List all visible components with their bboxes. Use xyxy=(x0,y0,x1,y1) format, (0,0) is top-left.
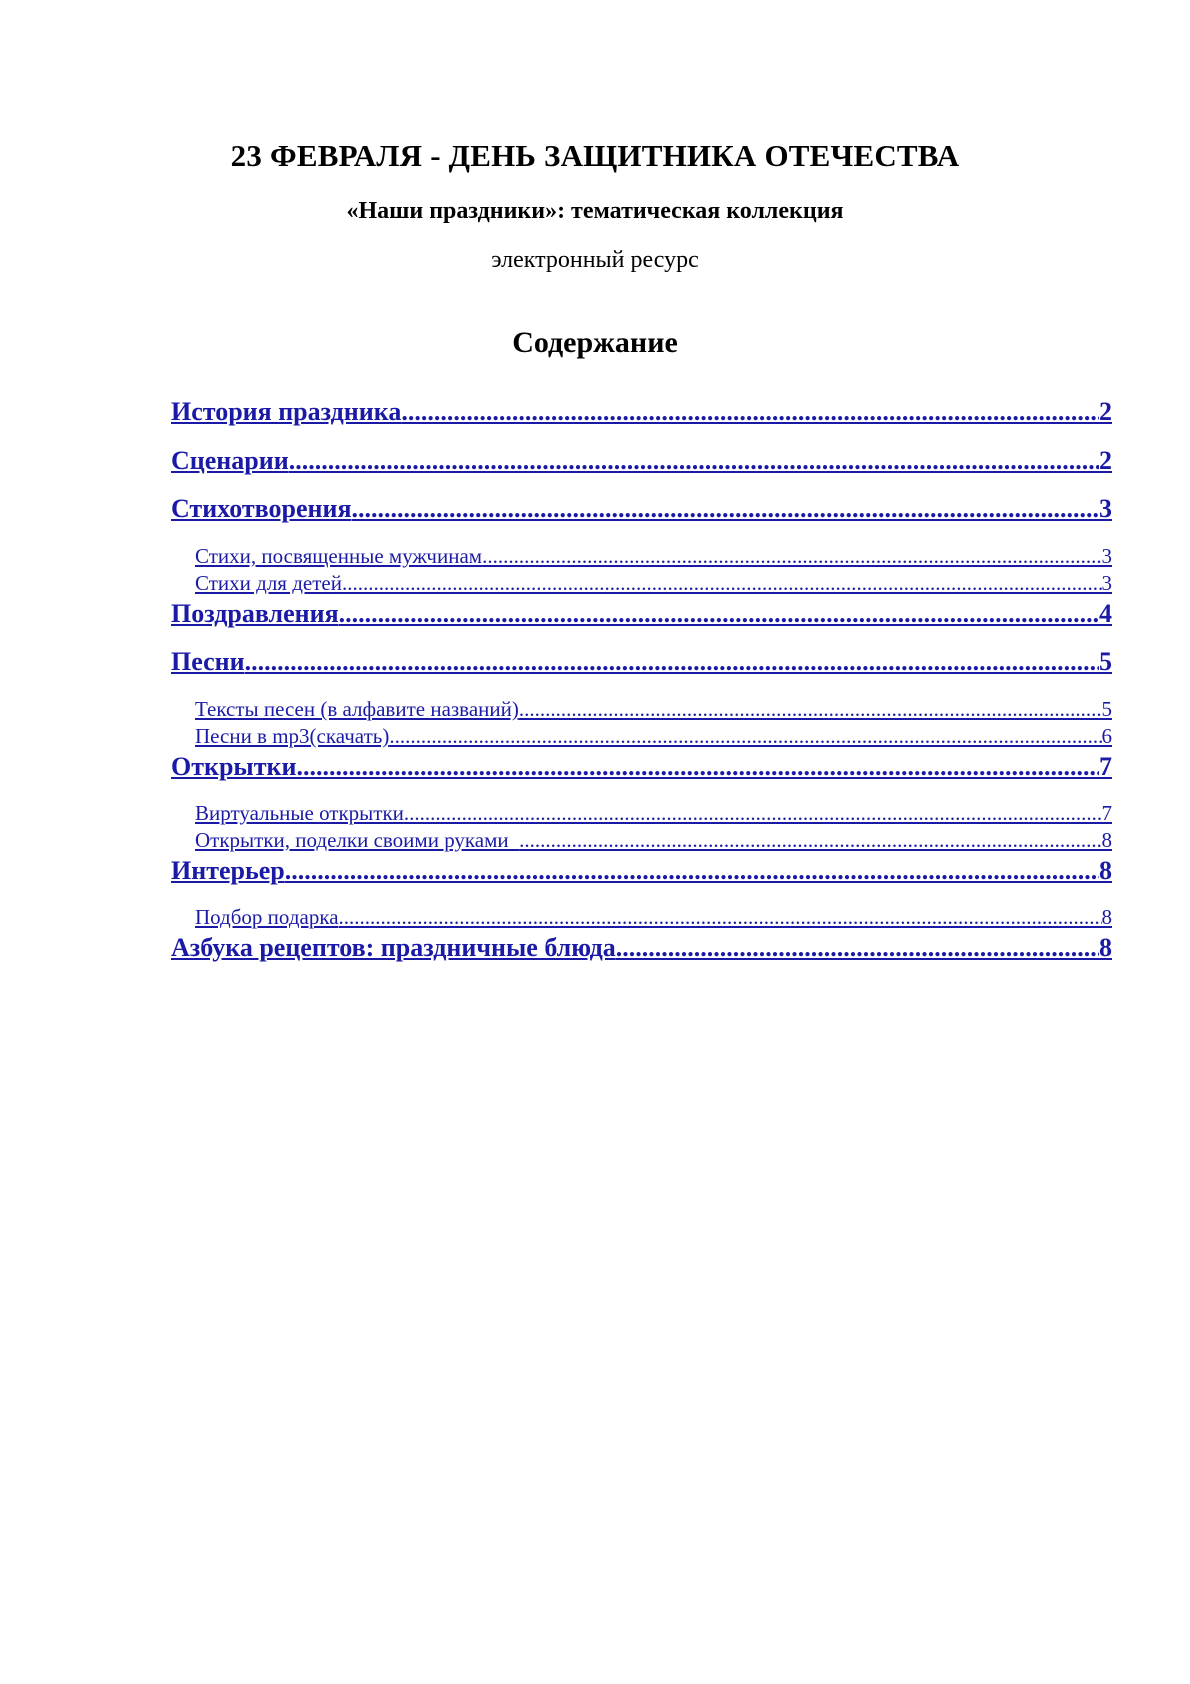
toc-link-postcards[interactable] xyxy=(171,752,1112,782)
toc-page-number: 7 xyxy=(1099,752,1112,781)
toc-link-scenarios[interactable] xyxy=(171,446,1112,476)
toc-page-number: 3 xyxy=(1099,494,1112,523)
document-title: 23 ФЕВРАЛЯ - ДЕНЬ ЗАЩИТНИКА ОТЕЧЕСТВА xyxy=(230,138,960,173)
toc-leader-dots xyxy=(519,697,1102,722)
toc-page-number: 4 xyxy=(1099,599,1112,628)
toc-leader-dots xyxy=(404,801,1102,826)
toc-page-number: 2 xyxy=(1099,446,1112,475)
toc-link-history[interactable] xyxy=(171,397,1112,427)
toc-page-number: 8 xyxy=(1101,905,1112,929)
toc-leader-dots xyxy=(339,599,1099,629)
toc-link-handmade-postcards[interactable] xyxy=(195,828,1112,853)
toc-link-label: Сценарии xyxy=(171,446,289,475)
toc-page-number: 3 xyxy=(1101,544,1112,568)
toc-link-label: Поздравления xyxy=(171,599,339,628)
toc-leader-dots xyxy=(296,752,1099,782)
resource-type: электронный ресурс xyxy=(491,247,699,273)
toc-leader-dots xyxy=(401,397,1099,427)
toc-page-number: 5 xyxy=(1099,647,1112,676)
toc-link-label: Виртуальные открытки xyxy=(195,801,404,825)
toc-leader-dots xyxy=(339,905,1102,930)
toc-link-label: Открытки xyxy=(171,752,297,781)
toc-leader-dots xyxy=(245,647,1099,677)
toc-link-label: Песни xyxy=(171,647,245,676)
toc-link-label: История праздника xyxy=(171,397,402,426)
toc-page-number: 8 xyxy=(1099,933,1112,962)
toc-leader-dots xyxy=(389,724,1101,749)
toc-link-songs-mp3[interactable] xyxy=(195,724,1112,749)
toc-link-virtual-postcards[interactable] xyxy=(195,801,1112,826)
toc-link-greetings[interactable] xyxy=(171,599,1112,629)
toc-page-number: 8 xyxy=(1101,828,1112,852)
toc-link-label: Песни в mp3(скачать) xyxy=(195,724,390,748)
toc-page-number: 8 xyxy=(1099,856,1112,885)
toc-link-label: Интерьер xyxy=(171,856,285,885)
toc-page-number: 7 xyxy=(1101,801,1112,825)
toc-link-songs[interactable] xyxy=(171,647,1112,677)
toc-link-label: Подбор подарка xyxy=(195,905,339,929)
toc-leader-dots xyxy=(352,494,1099,524)
toc-link-song-lyrics[interactable] xyxy=(195,697,1112,722)
toc-link-poems[interactable] xyxy=(171,494,1112,524)
contents-heading: Содержание xyxy=(512,326,678,359)
toc-page-number: 2 xyxy=(1099,397,1112,426)
document-subtitle: «Наши праздники»: тематическая коллекция xyxy=(346,198,844,224)
toc-page-number: 6 xyxy=(1101,724,1112,748)
toc-page-number: 3 xyxy=(1101,571,1112,595)
toc-link-poems-men[interactable] xyxy=(195,544,1112,569)
toc-link-gift-selection[interactable] xyxy=(195,905,1112,930)
toc-leader-dots xyxy=(616,933,1099,963)
toc-link-recipes[interactable] xyxy=(171,933,1112,963)
toc-link-label: Открытки, поделки своими руками xyxy=(195,828,520,852)
toc-leader-dots xyxy=(519,828,1101,853)
toc-link-label: Стихи, посвященные мужчинам xyxy=(195,544,483,568)
toc-leader-dots xyxy=(289,446,1099,476)
toc-link-poems-children[interactable] xyxy=(195,571,1112,596)
toc-leader-dots xyxy=(342,571,1102,596)
toc-link-label: Тексты песен (в алфавите названий) xyxy=(195,697,519,721)
toc-link-label: Стихи для детей xyxy=(195,571,342,595)
toc-page-number: 5 xyxy=(1101,697,1112,721)
toc-link-label: Азбука рецептов: праздничные блюда xyxy=(171,933,616,962)
toc-link-interior[interactable] xyxy=(171,856,1112,886)
toc-leader-dots xyxy=(482,544,1101,569)
toc-leader-dots xyxy=(285,856,1099,886)
toc-link-label: Стихотворения xyxy=(171,494,352,523)
